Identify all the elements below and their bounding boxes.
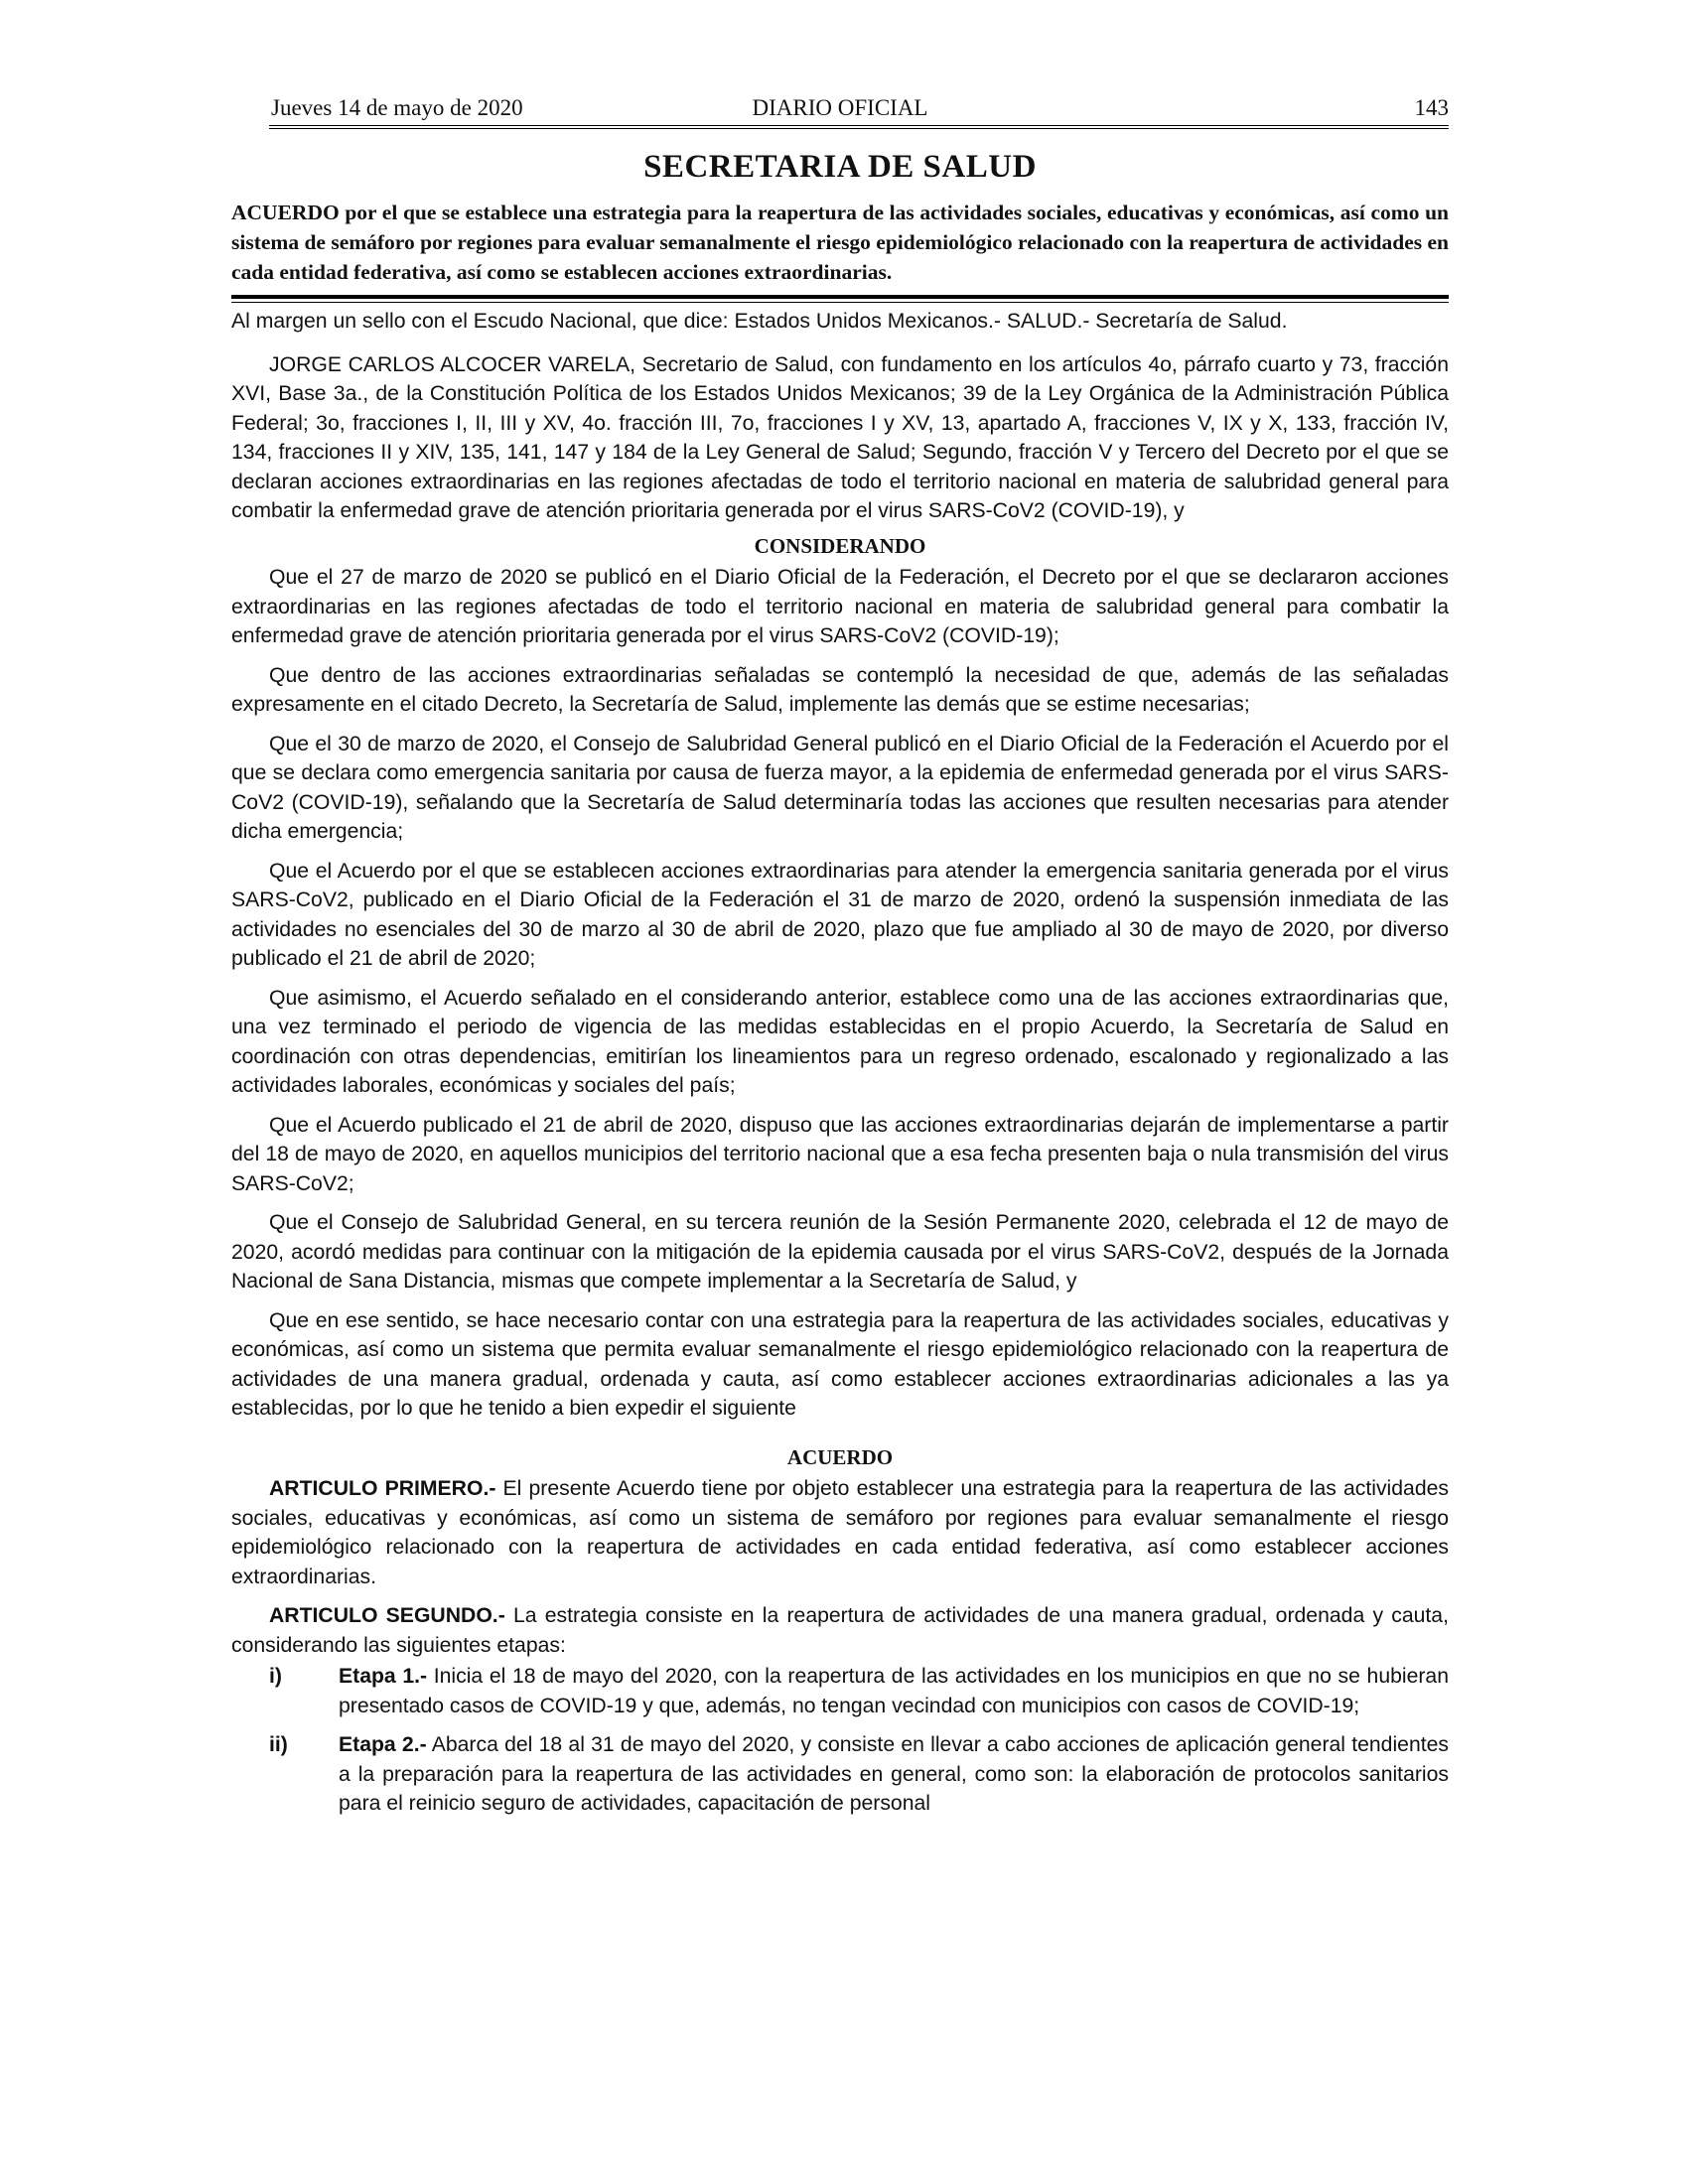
stage-text (339, 1662, 1449, 1720)
document-body (231, 307, 1449, 1819)
article-segundo-label: ARTICULO SEGUNDO.- (269, 1604, 505, 1627)
stage-item (231, 1730, 1449, 1819)
decree-title: ACUERDO por el que se establece una estrategia para la reapertura de las actividades sociales, educativas y económicas, así como un sistema de semáforo por regiones para evaluar semanalmente el riesgo epidemiológico relacionado con la reapertura de actividades en cada entidad federativa, así como se establecen acciones extraordinarias. (231, 201, 1449, 284)
document-page (231, 91, 1449, 1819)
considerando-paragraph-4: Que el Acuerdo por el que se establecen acciones extraordinarias para atender la emergencia sanitaria generada por el virus SARS-CoV2, publicado en el Diario Oficial de la Federación el 31 de marzo de 2020, ordenó la suspensión inmediata de las actividades no esenciales del 30 de marzo al 30 de abril de 2020, plazo que fue ampliado al 30 de mayo de 2020, por diverso publicado el 21 de abril de 2020; (231, 859, 1449, 970)
running-header (231, 91, 1449, 125)
ministry-title: SECRETARIA DE SALUD (643, 149, 1037, 185)
considerando-paragraph-5: Que asimismo, el Acuerdo señalado en el considerando anterior, establece como una de las acciones extraordinarias que, una vez terminado el periodo de vigencia de las medidas establecidas en el propio Acuerdo, la Secretaría de Salud en coordinación con otras dependencias, emitirían los lineamientos para un regreso ordenado, escalonado y regionalizado a las actividades laborales, económicas y sociales del país; (231, 986, 1449, 1097)
considerando-paragraph-3: Que el 30 de marzo de 2020, el Consejo de Salubridad General publicó en el Diario Oficial de la Federación el Acuerdo por el que se declara como emergencia sanitaria por causa de fuerza mayor, a la epidemia de enfermedad generada por el virus SARS-CoV2 (COVID-19), señalando que la Secretaría de Salud determinaría todas las acciones que resulten necesarias para atender dicha emergencia; (231, 732, 1449, 843)
stage-label: Etapa 1.- (339, 1665, 428, 1688)
header-page-number: 143 (1414, 95, 1449, 120)
stage-label: Etapa 2.- (339, 1733, 427, 1756)
stage-numeral: ii) (269, 1733, 288, 1756)
considerando-paragraph-1: Que el 27 de marzo de 2020 se publicó en el Diario Oficial de la Federación, el Decreto por el que se declararon acciones extraordinarias en las regiones afectadas de todo el territorio nacional en materia de salubridad general para combatir la enfermedad grave de atención prioritaria generada por el virus SARS-CoV2 (COVID-19); (231, 566, 1449, 647)
stage-description: Inicia el 18 de mayo del 2020, con la reapertura de las actividades en los municipios en que no se hubieran presentado casos de COVID-19 y que, además, no tengan vecindad con municipios con casos de COVID-19; (339, 1665, 1450, 1717)
stage-text (339, 1730, 1449, 1819)
considerando-paragraph-7: Que el Consejo de Salubridad General, en su tercera reunión de la Sesión Permanente 2020, celebrada el 12 de mayo de 2020, acordó medidas para continuar con la mitigación de la epidemia causada por el virus SARS-CoV2, después de la Jornada Nacional de Sana Distancia, mismas que compete implementar a la Secretaría de Salud, y (231, 1211, 1449, 1293)
stage-item (231, 1662, 1449, 1720)
stage-numeral: i) (269, 1665, 282, 1688)
article-segundo-text: La estrategia consiste en la reapertura de actividades de una manera gradual, ordenada y cauta, considerando las siguientes etapas: (231, 1604, 1449, 1657)
article-primero (231, 1474, 1449, 1591)
considerando-paragraph-8: Que en ese sentido, se hace necesario contar con una estrategia para la reapertura de las actividades sociales, educativas y económicas, así como un sistema que permita evaluar semanalmente el riesgo epidemiológico relacionado con la reapertura de actividades de una manera gradual, ordenada y cauta, así como establecer acciones extraordinarias adicionales a las ya establecidas, por lo que he tenido a bien expedir el siguiente (231, 1308, 1449, 1420)
preamble-paragraph: JORGE CARLOS ALCOCER VARELA, Secretario de Salud, con fundamento en los artículos 4o, párrafo cuarto y 73, fracción XVI, Base 3a., de la Constitución Política de los Estados Unidos Mexicanos; 39 de la Ley Orgánica de la Administración Pública Federal; 3o, fracciones I, II, III y XV, 4o. fracción III, 7o, fracciones I y XV, 13, apartado A, fracciones V, IX y X, 133, fracción IV, 134, fracciones II y XIV, 135, 141, 147 y 184 de la Ley General de Salud; Segundo, fracción V y Tercero del Decreto por el que se declaran acciones extraordinarias en las regiones afectadas de todo el territorio nacional en materia de salubridad general para combatir la enfermedad grave de atención prioritaria generada por el virus SARS-CoV2 (COVID-19), y (231, 352, 1449, 522)
considerando-heading: CONSIDERANDO (754, 533, 926, 558)
seal-note: Al margen un sello con el Escudo Nacional, que dice: Estados Unidos Mexicanos.- SALUD.- Secretaría de Salud. (231, 310, 1288, 333)
considerando-paragraph-2: Que dentro de las acciones extraordinarias señaladas se contempló la necesidad de que, además de las señaladas expresamente en el citado Decreto, la Secretaría de Salud, implemente las demás que se estime necesarias; (231, 663, 1449, 716)
considerando-paragraph-6: Que el Acuerdo publicado el 21 de abril de 2020, dispuso que las acciones extraordinarias dejarán de implementarse a partir del 18 de mayo de 2020, en aquellos municipios del territorio nacional que a esa fecha presenten baja o nula transmisión del virus SARS-CoV2; (231, 1113, 1449, 1195)
header-rule (269, 125, 1449, 129)
article-primero-text: El presente Acuerdo tiene por objeto establecer una estrategia para la reapertura de las actividades sociales, educativas y económicas, así como un sistema de semáforo por regiones para evaluar semanalmente el riesgo epidemiológico relacionado con la reapertura de actividades en cada entidad federativa, así como establecer acciones extraordinarias. (231, 1477, 1449, 1588)
acuerdo-heading: ACUERDO (786, 1444, 894, 1469)
stage-description: Abarca del 18 al 31 de mayo del 2020, y consiste en llevar a cabo acciones de aplicación general tendientes a la preparación para la reapertura de las actividades en general, como son: la elaboración de protocolos sanitarios para el reinicio seguro de actividades, capacitación de personal (339, 1733, 1450, 1815)
title-rule-thin (231, 302, 1449, 303)
article-segundo (231, 1601, 1449, 1660)
title-rule-thick (231, 295, 1449, 299)
article-primero-label: ARTICULO PRIMERO.- (269, 1477, 496, 1500)
header-date: Jueves 14 de mayo de 2020 (271, 95, 523, 120)
header-journal-name: DIARIO OFICIAL (752, 95, 928, 120)
